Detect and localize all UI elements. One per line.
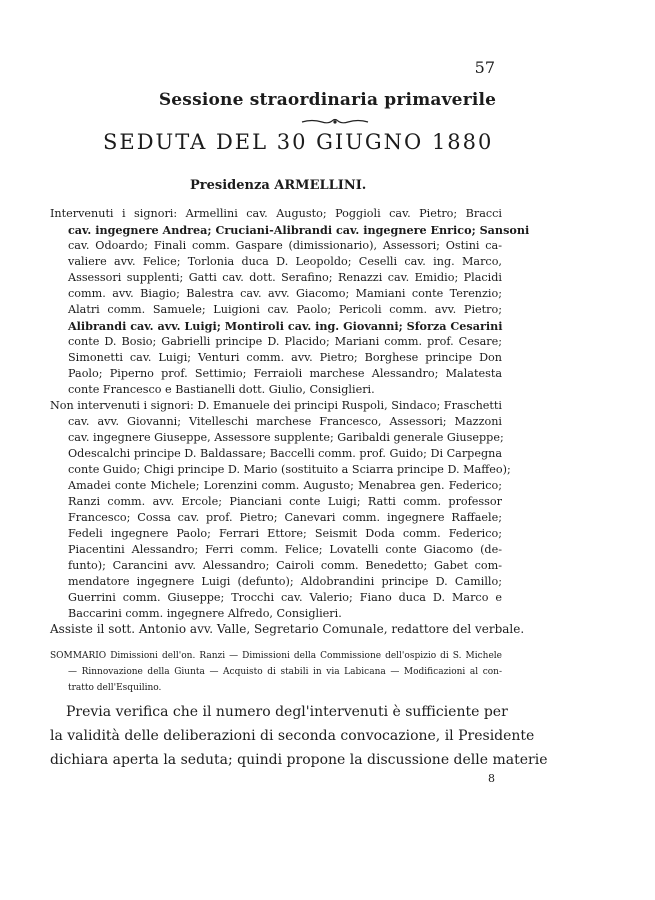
non-intervenuti-line: Fedeli ingegnere Paolo; Ferrari Ettore; Seismit Doda comm. Federico; bbox=[68, 527, 502, 540]
intervenuti-line: comm. avv. Biagio; Balestra cav. avv. Giacomo; Mamiani conte Terenzio; bbox=[68, 287, 502, 300]
sommario-line: tratto dell'Esquilino. bbox=[68, 683, 162, 693]
non-intervenuti-line: cav. ingegnere Giuseppe, Assessore supplente; Garibaldi generale Giuseppe; bbox=[68, 431, 504, 444]
intervenuti-line: Intervenuti i signori: Armellini cav. Augusto; Poggioli cav. Pietro; Bracci bbox=[50, 207, 502, 220]
ornament-divider bbox=[300, 116, 370, 128]
session-title: Sessione straordinaria primaverile bbox=[158, 90, 497, 110]
intervenuti-line: valiere avv. Felice; Torlonia duca D. Leopoldo; Ceselli cav. ing. Marco, bbox=[68, 255, 502, 268]
intervenuti-line: Assessori supplenti; Gatti cav. dott. Serafino; Renazzi cav. Emidio; Placidi bbox=[68, 271, 502, 284]
body-line: la validità delle deliberazioni di seconda convocazione, il Presidente bbox=[50, 728, 535, 744]
intervenuti-line: Alatri comm. Samuele; Luigioni cav. Paolo; Pericoli comm. avv. Pietro; bbox=[68, 303, 502, 316]
intervenuti-line: conte Francesco e Bastianelli dott. Giulio, Consiglieri. bbox=[68, 383, 375, 396]
assiste-line: Assiste il sott. Antonio avv. Valle, Segretario Comunale, redattore del verbale. bbox=[50, 622, 525, 636]
non-intervenuti-line: Amadei conte Michele; Lorenzini comm. Augusto; Menabrea gen. Federico; bbox=[68, 479, 502, 492]
sommario-line: — Rinnovazione della Giunta — Acquisto di stabili in via Labicana — Modificazioni al con- bbox=[68, 667, 502, 677]
intervenuti-line: conte D. Bosio; Gabrielli principe D. Placido; Mariani comm. prof. Cesare; bbox=[68, 335, 502, 348]
non-intervenuti-line: Guerrini comm. Giuseppe; Trocchi cav. Valerio; Fiano duca D. Marco e bbox=[68, 591, 502, 604]
non-intervenuti-line: Francesco; Cossa cav. prof. Pietro; Canevari comm. ingegnere Raffaele; bbox=[68, 511, 502, 524]
sommario-line: SOMMARIO Dimissioni dell'on. Ranzi — Dimissioni della Commissione dell'ospizio di S. Michele bbox=[50, 651, 502, 661]
body-line: Previa verifica che il numero degl'intervenuti è sufficiente per bbox=[66, 704, 508, 720]
non-intervenuti-line: Baccarini comm. ingegnere Alfredo, Consiglieri. bbox=[68, 607, 342, 620]
intervenuti-line: Alibrandi cav. avv. Luigi; Montiroli cav. ing. Giovanni; Sforza Cesarini bbox=[68, 319, 503, 333]
presidenza-heading: Presidenza ARMELLINI. bbox=[190, 178, 367, 193]
body-line: dichiara aperta la seduta; quindi propone la discussione delle materie bbox=[50, 752, 548, 768]
non-intervenuti-line: conte Guido; Chigi principe D. Mario (sostituito a Sciarra principe D. Maffeo); bbox=[68, 463, 511, 476]
intervenuti-line: cav. Odoardo; Finali comm. Gaspare (dimissionario), Assessori; Ostini ca- bbox=[68, 239, 502, 252]
non-intervenuti-line: cav. avv. Giovanni; Vitelleschi marchese Francesco, Assessori; Mazzoni bbox=[68, 415, 502, 428]
intervenuti-line: Paolo; Piperno prof. Settimio; Ferraioli marchese Alessandro; Malatesta bbox=[68, 367, 502, 380]
intervenuti-line: cav. ingegnere Andrea; Cruciani-Alibrandi cav. ingegnere Enrico; Sansoni bbox=[68, 223, 530, 237]
non-intervenuti-line: funto); Carancini avv. Alessandro; Cairoli comm. Benedetto; Gabet com- bbox=[68, 559, 502, 572]
non-intervenuti-line: Odescalchi principe D. Baldassare; Baccelli comm. prof. Guido; Di Carpegna bbox=[68, 447, 502, 460]
signature-mark: 8 bbox=[488, 772, 495, 785]
non-intervenuti-line: Non intervenuti i signori: D. Emanuele dei principi Ruspoli, Sindaco; Fraschetti bbox=[50, 399, 502, 412]
non-intervenuti-line: Piacentini Alessandro; Ferri comm. Felice; Lovatelli conte Giacomo (de- bbox=[68, 543, 502, 556]
seduta-title: SEDUTA DEL 30 GIUGNO 1880 bbox=[103, 130, 494, 154]
intervenuti-line: Simonetti cav. Luigi; Venturi comm. avv. Pietro; Borghese principe Don bbox=[68, 351, 502, 364]
non-intervenuti-line: mendatore ingegnere Luigi (defunto); Aldobrandini principe D. Camillo; bbox=[68, 575, 502, 588]
non-intervenuti-line: Ranzi comm. avv. Ercole; Pianciani conte Luigi; Ratti comm. professor bbox=[68, 495, 502, 508]
page-number: 57 bbox=[474, 58, 495, 77]
